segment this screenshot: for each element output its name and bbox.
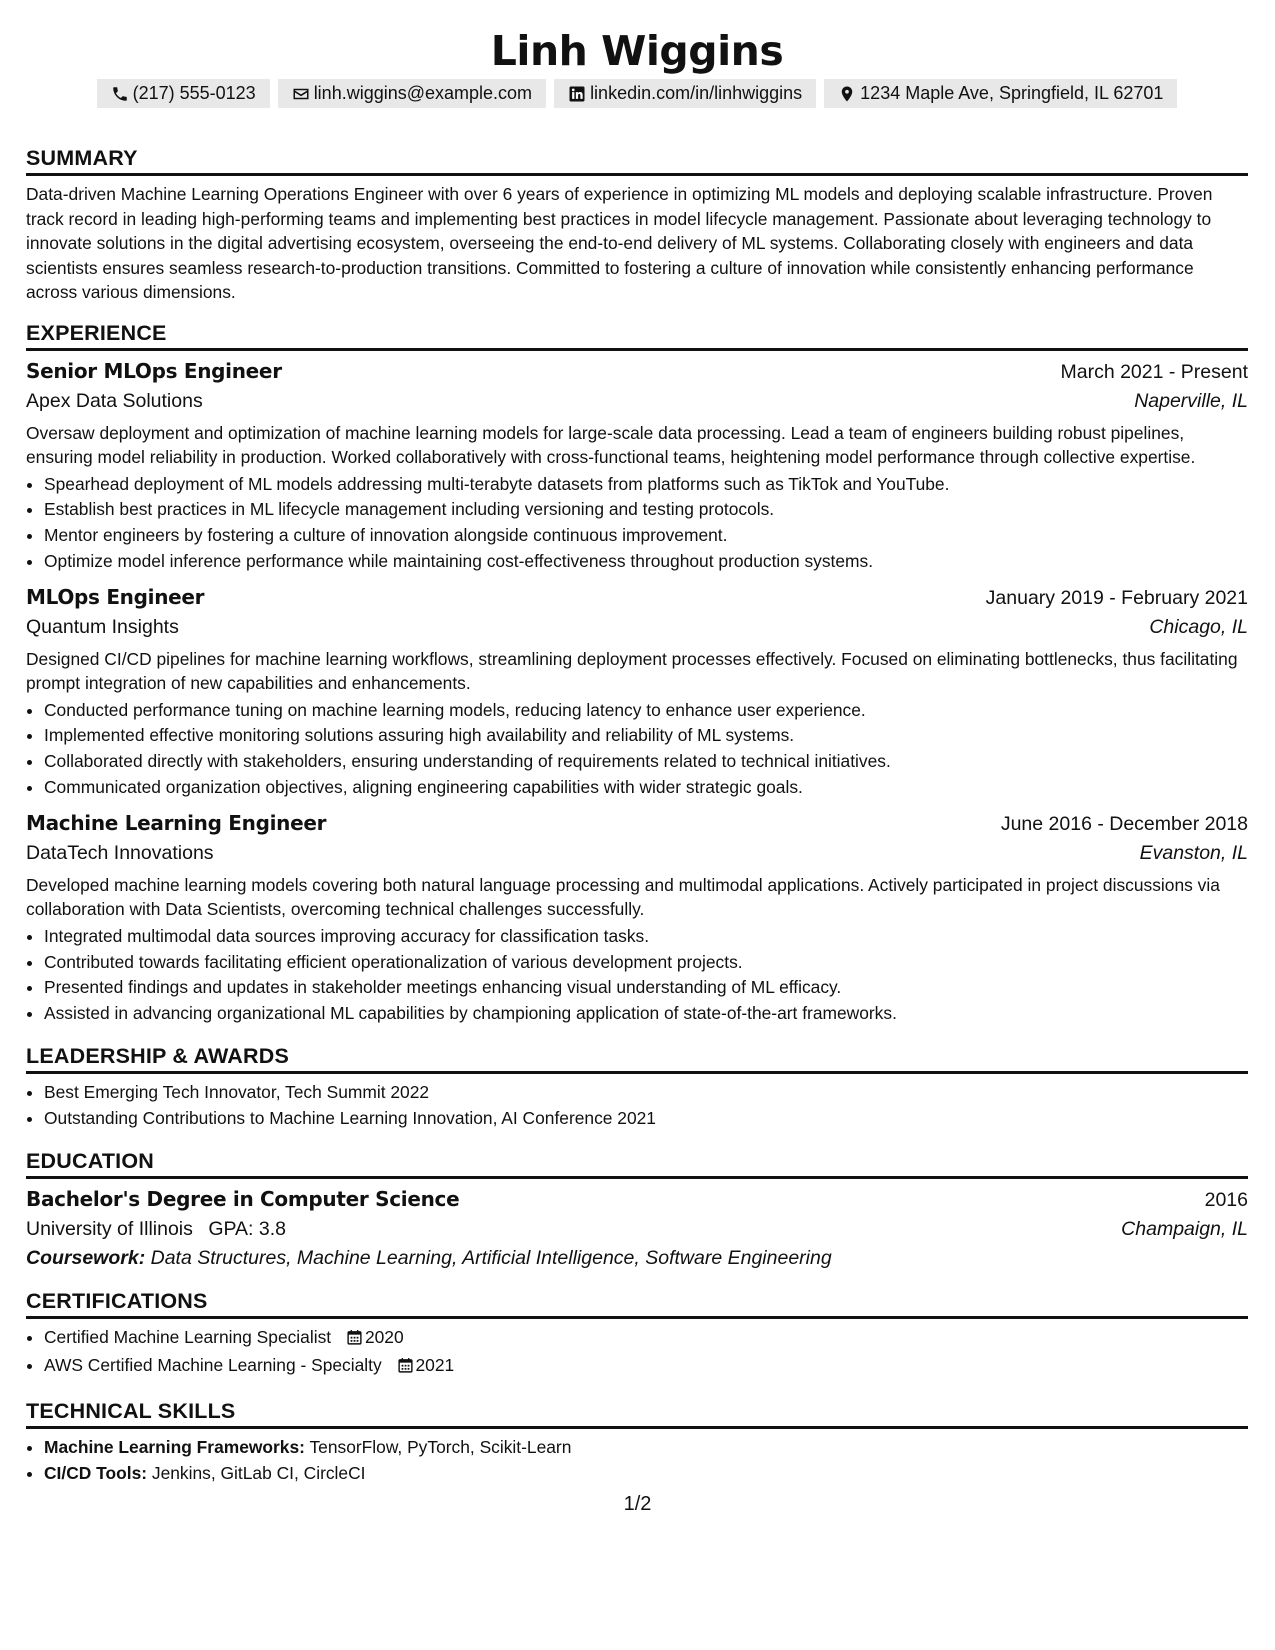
job-location: Chicago, IL [1149,615,1248,638]
list-item: • Assisted in advancing organizational ML capabilities by championing application of state-of-the-art frameworks. [44,1001,1248,1027]
list-item: • Optimize model inference performance while maintaining cost-effectiveness throughout production systems. [44,549,1248,575]
phone-icon [111,85,129,103]
calendar-icon [346,1328,363,1354]
certification-year: 2020 [364,1326,404,1347]
job-dates: January 2019 - February 2021 [985,586,1248,609]
job-bullets [26,472,1248,575]
list-item [44,1461,1248,1487]
skills-section [26,1398,1248,1487]
degree: Bachelor's Degree in Computer Science [26,1186,460,1211]
email-text: linh.wiggins@example.com [313,83,533,103]
job-bullets [26,698,1248,801]
list-item: • Outstanding Contributions to Machine Learning Innovation, AI Conference 2021 [44,1106,1248,1132]
job-dates: June 2016 - December 2018 [1000,812,1248,835]
calendar-icon [397,1356,414,1382]
job-location: Naperville, IL [1134,389,1248,412]
contact-address [824,79,1177,108]
list-item: • Integrated multimodal data sources improving accuracy for classification tasks. [44,924,1248,950]
list-item: • Establish best practices in ML lifecycle management including versioning and testing protocols. [44,497,1248,523]
graduation-year: 2016 [1204,1188,1248,1211]
education-section [26,1148,1248,1270]
section-title-education: EDUCATION [26,1148,1248,1179]
coursework-label: Coursework: [26,1246,146,1269]
job-location: Evanston, IL [1139,841,1248,864]
job-entry [26,811,1248,1027]
gpa: GPA: 3.8 [208,1217,286,1240]
phone-text: (217) 555-0123 [132,83,256,103]
contact-bar [26,79,1248,108]
experience-section [26,320,1248,1028]
envelope-icon [292,85,310,103]
job-description: Designed CI/CD pipelines for machine learning workflows, streamlining deployment processes effectively. Focused on eliminating bottlenecks, thus facilitating prompt integration of new capabilities and enhancements. [26,648,1238,694]
list-item: • Contributed towards facilitating efficient operationalization of various development projects. [44,950,1248,976]
list-item [44,1353,1248,1382]
linkedin-text: linkedin.com/in/linhwiggins [590,83,803,103]
contact-linkedin[interactable] [554,79,816,108]
section-title-skills: TECHNICAL SKILLS [26,1398,1248,1429]
section-title-leadership: LEADERSHIP & AWARDS [26,1043,1248,1074]
school-name: University of Illinois [26,1217,193,1240]
job-description: Developed machine learning models covering both natural language processing and multimodal applications. Actively participated in project discussions via collaboration with Data Scientists, overcoming technical challenges successfully. [26,874,1220,920]
certification-name: AWS Certified Machine Learning - Specialty [44,1355,382,1376]
job-company: Apex Data Solutions [26,389,203,412]
section-title-summary: SUMMARY [26,145,1248,176]
school-location: Champaign, IL [1121,1217,1248,1240]
job-title: Senior MLOps Engineer [26,358,282,383]
leadership-section [26,1043,1248,1132]
resume-page [26,0,1248,1487]
skill-value: Jenkins, GitLab CI, CircleCI [151,1463,366,1484]
section-title-certifications: CERTIFICATIONS [26,1288,1248,1319]
job-company: DataTech Innovations [26,841,214,864]
list-item: • Conducted performance tuning on machine learning models, reducing latency to enhance user experience. [44,698,1248,724]
list-item: • Implemented effective monitoring solutions assuring high availability and reliability of ML systems. [44,723,1248,749]
map-pin-icon [838,85,856,103]
list-item: • Collaborated directly with stakeholders, ensuring understanding of requirements related to technical initiatives. [44,749,1248,775]
job-entry [26,585,1248,801]
skill-value: TensorFlow, PyTorch, Scikit-Learn [309,1437,572,1458]
candidate-name: Linh Wiggins [490,27,784,75]
skill-label: CI/CD Tools: [44,1463,148,1484]
job-title: MLOps Engineer [26,584,205,609]
job-company: Quantum Insights [26,615,179,638]
page-number: 1/2 [623,1493,652,1515]
coursework [26,1247,1248,1270]
job-title: Machine Learning Engineer [26,810,327,835]
certifications-section [26,1288,1248,1383]
summary-text: Data-driven Machine Learning Operations Engineer with over 6 years of experience in optimizing ML models and deploying scalable infrastructure. Proven track record in leading high-performing teams and implementing best practices in model lifecycle management. Passionate about leveraging technology to innovate solutions in the digital advertising ecosystem, overseeing the end-to-end delivery of ML systems. Collaborating closely with engineers and data scientists ensures seamless research-to-production transitions. Committed to fostering a culture of innovation while consistently enhancing performance across various dimensions. [26,184,1213,302]
list-item: • Communicated organization objectives, aligning engineering capabilities with wider strategic goals. [44,775,1248,801]
linkedin-icon [568,85,586,103]
certifications-list [26,1325,1248,1383]
list-item [44,1435,1248,1461]
skill-label: Machine Learning Frameworks: [44,1437,305,1458]
section-title-experience: EXPERIENCE [26,320,1248,351]
list-item [44,1325,1248,1354]
address-text: 1234 Maple Ave, Springfield, IL 62701 [860,83,1164,103]
certification-year: 2021 [415,1355,455,1376]
job-description: Oversaw deployment and optimization of machine learning models for large-scale data processing. Lead a team of engineers building robust pipelines, ensuring model reliability in production. Worked collaboratively with cross-functional teams, heightening model performance through collective expertise. [26,422,1196,467]
list-item: • Presented findings and updates in stakeholder meetings enhancing visual understanding of ML efficacy. [44,975,1248,1001]
skills-list [26,1435,1248,1487]
coursework-text: Data Structures, Machine Learning, Artificial Intelligence, Software Engineering [150,1246,832,1269]
contact-email[interactable] [278,79,546,108]
summary-section [26,145,1248,305]
job-entry [26,359,1248,575]
list-item: • Spearhead deployment of ML models addressing multi-terabyte datasets from platforms such as TikTok and YouTube. [44,472,1248,498]
job-dates: March 2021 - Present [1060,360,1248,383]
contact-phone[interactable] [97,79,270,108]
job-bullets [26,924,1248,1027]
awards-list [26,1080,1248,1132]
certification-name: Certified Machine Learning Specialist [44,1326,332,1347]
list-item: • Mentor engineers by fostering a culture of innovation alongside continuous improvement. [44,523,1248,549]
list-item: • Best Emerging Tech Innovator, Tech Summit 2022 [44,1080,1248,1106]
